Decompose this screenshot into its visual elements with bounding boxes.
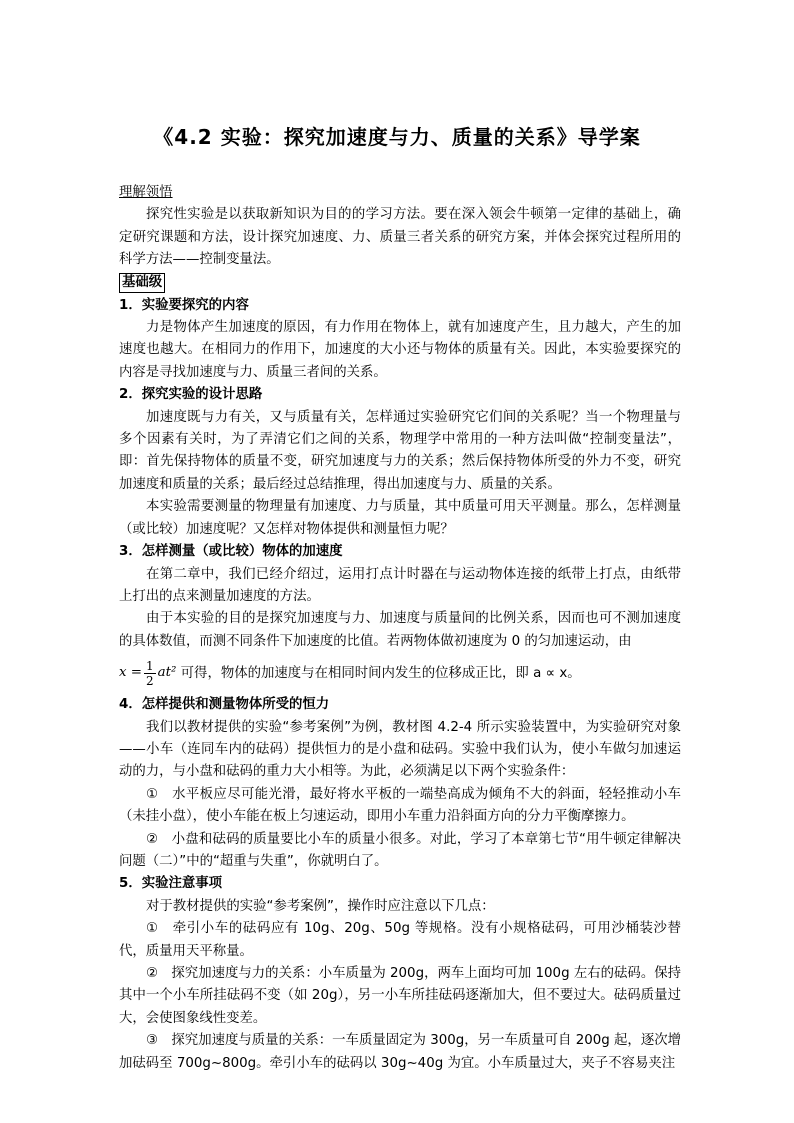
formula-rhs: at² xyxy=(157,665,177,681)
document-body xyxy=(119,182,681,1075)
note-3: ③ 探究加速度与质量的关系：一车质量固定为 300g，另一车质量可自 200g 起，逐次增加砝码至 700g~800g。牵引小车的砝码以 30g~40g 为宜。小车质量过大，夹子不容易夹注 xyxy=(119,1033,681,1071)
section-4-heading: 4．怎样提供和测量物体所受的恒力 xyxy=(119,697,330,713)
section-2-paragraph-1: 加速度既与力有关，又与质量有关，怎样通过实验研究它们间的关系呢？当一个物理量与多个因素有关时，为了弄清它们之间的关系，物理学中常用的一种方法叫做“控制变量法”，即：首先保持物体的质量不变，研究加速度与力的关系；然后保持物体所受的外力不变，研究加速度和质量的关系；最后经过总结推理，得出加速度与力、质量的关系。 xyxy=(119,409,681,492)
fraction-numerator: 1 xyxy=(146,658,154,673)
formula-tail-text: 可得，物体的加速度与在相同时间内发生的位移成正比，即 a ∝ x。 xyxy=(180,666,581,682)
displacement-formula xyxy=(119,653,176,693)
note-2: ② 探究加速度与力的关系：小车质量为 200g，两车上面均可加 100g 左右的砝码。保持其中一个小车所挂砝码不变（如 20g），另一小车所挂砝码逐渐加大，但不要过大。砝码质量过大，会使图象线性变差。 xyxy=(119,966,681,1026)
section-4-paragraph: 我们以教材提供的实验“参考案例”为例，教材图 4.2-4 所示实验装置中，为实验研究对象——小车（连同车内的砝码）提供恒力的是小盘和砝码。实验中我们认为，使小车做匀加速运动的力，与小盘和砝码的重力大小相等。为此，必须满足以下两个实验条件： xyxy=(119,719,681,780)
section-3-paragraph-1: 在第二章中，我们已经介绍过，运用打点计时器在与运动物体连接的纸带上打点，由纸带上打出的点来测量加速度的方法。 xyxy=(119,566,681,604)
section-5-paragraph: 对于教材提供的实验“参考案例”，操作时应注意以下几点： xyxy=(146,898,495,914)
section-2-heading: 2．探究实验的设计思路 xyxy=(119,387,263,403)
section-1-paragraph: 力是物体产生加速度的原因，有力作用在物体上，就有加速度产生，且力越大，产生的加速度也越大。在相同力的作用下，加速度的大小还与物体的质量有关。因此，本实验要探究的内容是寻找加速度与力、质量三者间的关系。 xyxy=(119,320,681,380)
condition-1: ① 水平板应尽可能光滑，最好将水平板的一端垫高成为倾角不大的斜面，轻轻推动小车（未挂小盘），使小车能在板上匀速运动，即用小车重力沿斜面方向的分力平衡摩擦力。 xyxy=(119,786,681,825)
section-3-heading: 3．怎样测量（或比较）物体的加速度 xyxy=(119,544,343,560)
formula-lhs: x = xyxy=(119,665,143,681)
understand-heading: 理解领悟 xyxy=(119,185,173,200)
formula-line xyxy=(119,653,681,694)
fraction-denominator: 2 xyxy=(146,673,154,688)
section-3-paragraph-2: 由于本实验的目的是探究加速度与力、加速度与质量间的比例关系，因而也可不测加速度的具体数值，而测不同条件下加速度的比值。若两物体做初速度为 0 的匀加速运动，由 xyxy=(119,611,681,649)
section-2-paragraph-2: 本实验需要测量的物理量有加速度、力与质量，其中质量可用天平测量。那么，怎样测量（或比较）加速度呢？又怎样对物体提供和测量恒力呢？ xyxy=(119,499,681,537)
note-1: ① 牵引小车的砝码应有 10g、20g、50g 等规格。没有小规格砝码，可用沙桶装沙替代，质量用天平称量。 xyxy=(119,921,681,959)
section-1-heading: 1．实验要探究的内容 xyxy=(119,297,249,313)
condition-2: ② 小盘和砝码的质量要比小车的质量小很多。对此，学习了本章第七节“用牛顿定律解决问题（二）”中的“超重与失重”，你就明白了。 xyxy=(119,831,681,869)
level-label: 基础级 xyxy=(119,273,165,293)
understand-paragraph: 探究性实验是以获取新知识为目的的学习方法。要在深入领会牛顿第一定律的基础上，确定研究课题和方法，设计探究加速度、力、质量三者关系的研究方案，并体会探究过程所用的科学方法——控制变量法。 xyxy=(119,207,681,268)
section-5-heading: 5．实验注意事项 xyxy=(119,876,223,892)
page-title: 《4.2 实验：探究加速度与力、质量的关系》导学案 xyxy=(153,125,641,149)
formula-fraction xyxy=(144,659,156,688)
